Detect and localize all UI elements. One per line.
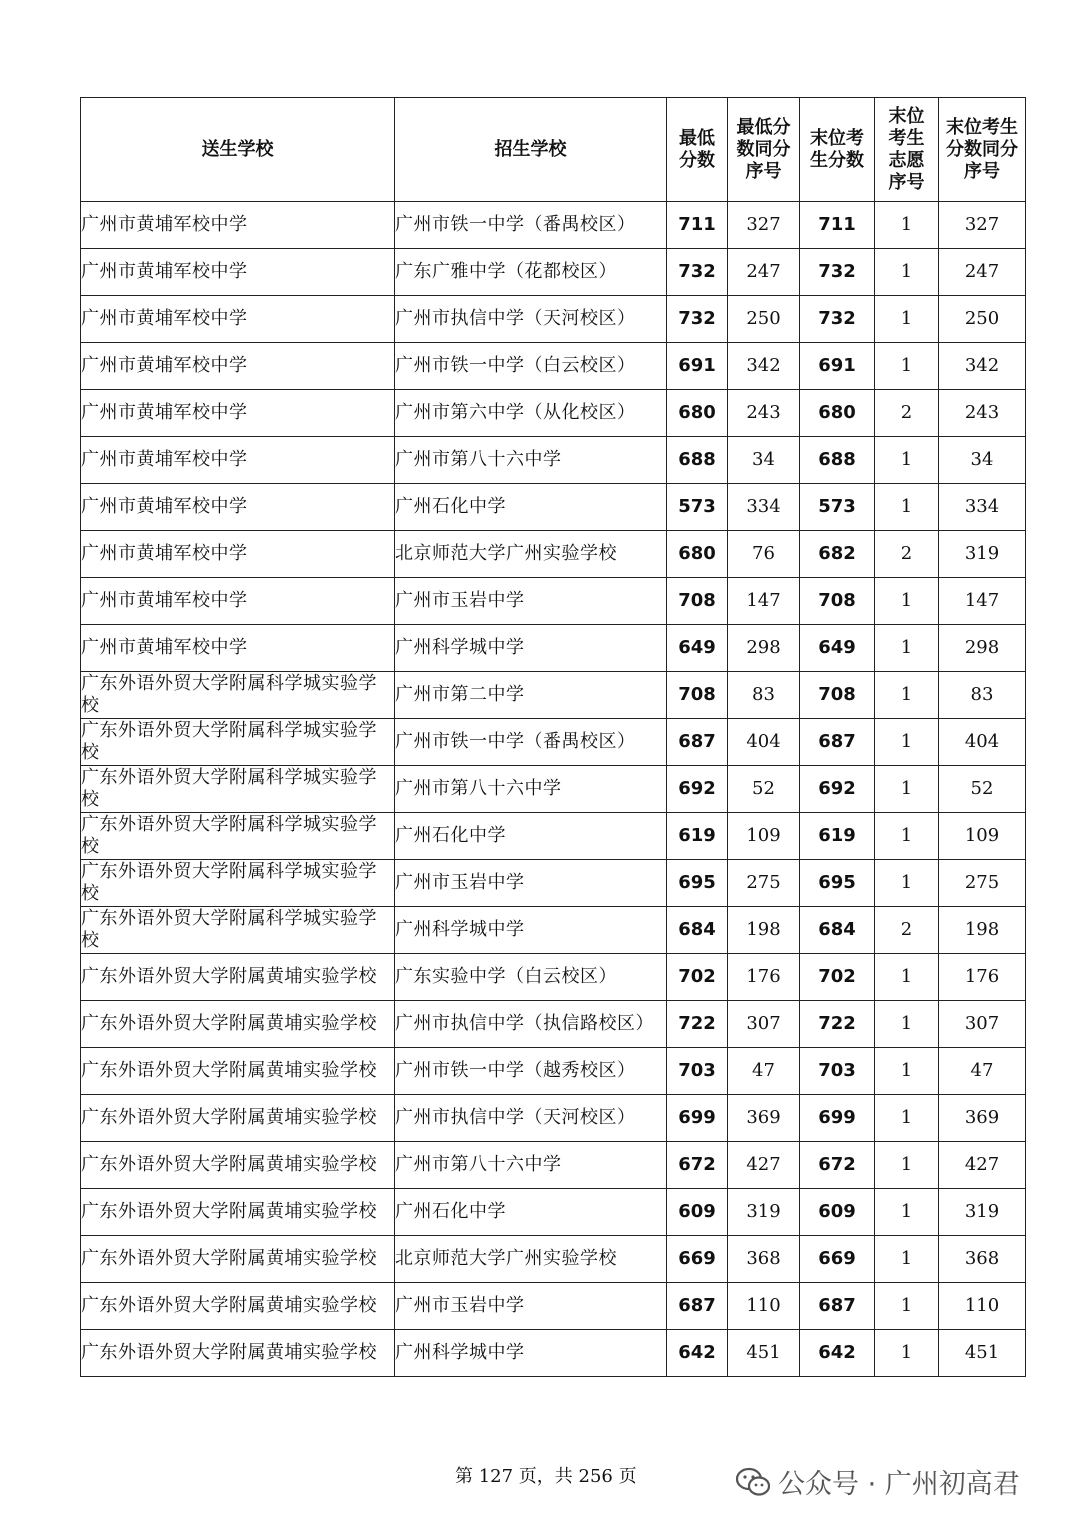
min-score-cell: 732	[667, 249, 728, 296]
watermark-label: 公众号 · 广州初高君	[778, 1469, 1020, 1500]
sending-school-cell: 广东外语外贸大学附属黄埔实验学校	[81, 1095, 395, 1142]
table-row	[81, 296, 1026, 343]
table-row	[81, 907, 1026, 954]
min-score-cell: 722	[667, 1001, 728, 1048]
last-candidate-choice-rank-cell: 1	[875, 437, 939, 484]
last-candidate-score-cell: 711	[800, 202, 875, 249]
sending-school-cell: 广州市黄埔军校中学	[81, 343, 395, 390]
last-candidate-score-cell: 691	[800, 343, 875, 390]
table-row	[81, 813, 1026, 860]
last-candidate-choice-rank-cell: 2	[875, 907, 939, 954]
admitting-school-cell: 广州市玉岩中学	[395, 578, 667, 625]
admitting-school-cell: 广州市执信中学（执信路校区）	[395, 1001, 667, 1048]
last-candidate-tie-rank-cell: 342	[939, 343, 1026, 390]
table-row	[81, 390, 1026, 437]
sending-school-cell: 广州市黄埔军校中学	[81, 437, 395, 484]
last-candidate-score-cell: 732	[800, 296, 875, 343]
min-score-cell: 691	[667, 343, 728, 390]
last-candidate-score-cell: 682	[800, 531, 875, 578]
last-candidate-score-cell: 669	[800, 1236, 875, 1283]
last-candidate-tie-rank-cell: 250	[939, 296, 1026, 343]
table-row	[81, 343, 1026, 390]
table-row	[81, 1142, 1026, 1189]
table-row	[81, 249, 1026, 296]
last-candidate-tie-rank-cell: 47	[939, 1048, 1026, 1095]
table-row	[81, 1236, 1026, 1283]
admitting-school-cell: 广州市玉岩中学	[395, 860, 667, 907]
admitting-school-cell: 广州科学城中学	[395, 1330, 667, 1377]
min-score-tie-rank-cell: 247	[728, 249, 800, 296]
sending-school-cell: 广州市黄埔军校中学	[81, 578, 395, 625]
last-candidate-choice-rank-cell: 1	[875, 1283, 939, 1330]
last-candidate-choice-rank-cell: 2	[875, 390, 939, 437]
table-row	[81, 625, 1026, 672]
last-candidate-choice-rank-cell: 1	[875, 484, 939, 531]
min-score-tie-rank-cell: 147	[728, 578, 800, 625]
last-candidate-tie-rank-cell: 34	[939, 437, 1026, 484]
admitting-school-cell: 广州石化中学	[395, 1189, 667, 1236]
min-score-cell: 711	[667, 202, 728, 249]
last-candidate-score-cell: 680	[800, 390, 875, 437]
last-candidate-score-cell: 573	[800, 484, 875, 531]
min-score-tie-rank-cell: 176	[728, 954, 800, 1001]
last-candidate-tie-rank-cell: 247	[939, 249, 1026, 296]
min-score-cell: 669	[667, 1236, 728, 1283]
admitting-school-cell: 广州市第八十六中学	[395, 766, 667, 813]
last-candidate-tie-rank-cell: 110	[939, 1283, 1026, 1330]
sending-school-cell: 广东外语外贸大学附属黄埔实验学校	[81, 1283, 395, 1330]
admitting-school-cell: 广州市第六中学（从化校区）	[395, 390, 667, 437]
last-candidate-tie-rank-cell: 198	[939, 907, 1026, 954]
min-score-tie-rank-cell: 76	[728, 531, 800, 578]
last-candidate-tie-rank-cell: 451	[939, 1330, 1026, 1377]
last-candidate-choice-rank-cell: 1	[875, 249, 939, 296]
header-last-candidate-choice-rank: 末位考生志愿序号	[875, 98, 939, 202]
admitting-school-cell: 广东实验中学（白云校区）	[395, 954, 667, 1001]
last-candidate-choice-rank-cell: 1	[875, 1236, 939, 1283]
min-score-cell: 703	[667, 1048, 728, 1095]
admitting-school-cell: 广州市玉岩中学	[395, 1283, 667, 1330]
last-candidate-choice-rank-cell: 1	[875, 1330, 939, 1377]
table-row	[81, 484, 1026, 531]
table-row	[81, 766, 1026, 813]
table-body	[81, 202, 1026, 1377]
admitting-school-cell: 广州科学城中学	[395, 907, 667, 954]
table-header-row	[81, 98, 1026, 202]
min-score-cell: 708	[667, 672, 728, 719]
last-candidate-score-cell: 692	[800, 766, 875, 813]
last-candidate-tie-rank-cell: 147	[939, 578, 1026, 625]
min-score-cell: 702	[667, 954, 728, 1001]
header-sending-school: 送生学校	[81, 98, 395, 202]
sending-school-cell: 广州市黄埔军校中学	[81, 249, 395, 296]
last-candidate-score-cell: 687	[800, 1283, 875, 1330]
min-score-tie-rank-cell: 83	[728, 672, 800, 719]
min-score-tie-rank-cell: 243	[728, 390, 800, 437]
last-candidate-tie-rank-cell: 298	[939, 625, 1026, 672]
last-candidate-tie-rank-cell: 427	[939, 1142, 1026, 1189]
last-candidate-choice-rank-cell: 1	[875, 1095, 939, 1142]
min-score-tie-rank-cell: 275	[728, 860, 800, 907]
last-candidate-choice-rank-cell: 1	[875, 766, 939, 813]
sending-school-cell: 广东外语外贸大学附属黄埔实验学校	[81, 1330, 395, 1377]
table-row	[81, 1001, 1026, 1048]
last-candidate-tie-rank-cell: 52	[939, 766, 1026, 813]
min-score-tie-rank-cell: 427	[728, 1142, 800, 1189]
last-candidate-tie-rank-cell: 327	[939, 202, 1026, 249]
admitting-school-cell: 广州市铁一中学（越秀校区）	[395, 1048, 667, 1095]
min-score-cell: 672	[667, 1142, 728, 1189]
last-candidate-tie-rank-cell: 369	[939, 1095, 1026, 1142]
min-score-cell: 680	[667, 531, 728, 578]
last-candidate-choice-rank-cell: 1	[875, 954, 939, 1001]
last-candidate-score-cell: 619	[800, 813, 875, 860]
header-min-score-tie-rank: 最低分数同分序号	[728, 98, 800, 202]
last-candidate-tie-rank-cell: 307	[939, 1001, 1026, 1048]
last-candidate-choice-rank-cell: 1	[875, 1048, 939, 1095]
min-score-tie-rank-cell: 250	[728, 296, 800, 343]
wechat-icon	[736, 1467, 770, 1497]
sending-school-cell: 广东外语外贸大学附属黄埔实验学校	[81, 1189, 395, 1236]
header-last-candidate-tie-rank: 末位考生分数同分序号	[939, 98, 1026, 202]
table-row	[81, 531, 1026, 578]
admitting-school-cell: 广州市第二中学	[395, 672, 667, 719]
last-candidate-choice-rank-cell: 1	[875, 202, 939, 249]
min-score-tie-rank-cell: 52	[728, 766, 800, 813]
min-score-cell: 687	[667, 1283, 728, 1330]
sending-school-cell: 广州市黄埔军校中学	[81, 531, 395, 578]
last-candidate-choice-rank-cell: 1	[875, 719, 939, 766]
min-score-tie-rank-cell: 110	[728, 1283, 800, 1330]
min-score-cell: 642	[667, 1330, 728, 1377]
sending-school-cell: 广州市黄埔军校中学	[81, 390, 395, 437]
last-candidate-choice-rank-cell: 1	[875, 343, 939, 390]
min-score-tie-rank-cell: 298	[728, 625, 800, 672]
last-candidate-score-cell: 722	[800, 1001, 875, 1048]
table-row	[81, 672, 1026, 719]
last-candidate-choice-rank-cell: 1	[875, 296, 939, 343]
header-admitting-school: 招生学校	[395, 98, 667, 202]
min-score-cell: 573	[667, 484, 728, 531]
min-score-cell: 619	[667, 813, 728, 860]
last-candidate-score-cell: 687	[800, 719, 875, 766]
min-score-tie-rank-cell: 307	[728, 1001, 800, 1048]
min-score-cell: 692	[667, 766, 728, 813]
last-candidate-score-cell: 649	[800, 625, 875, 672]
min-score-tie-rank-cell: 368	[728, 1236, 800, 1283]
last-candidate-tie-rank-cell: 334	[939, 484, 1026, 531]
last-candidate-tie-rank-cell: 83	[939, 672, 1026, 719]
sending-school-cell: 广东外语外贸大学附属科学城实验学校	[81, 907, 395, 954]
min-score-tie-rank-cell: 34	[728, 437, 800, 484]
admitting-school-cell: 广州市执信中学（天河校区）	[395, 296, 667, 343]
admitting-school-cell: 广州石化中学	[395, 813, 667, 860]
last-candidate-tie-rank-cell: 275	[939, 860, 1026, 907]
table-row	[81, 1095, 1026, 1142]
min-score-cell: 649	[667, 625, 728, 672]
table-row	[81, 954, 1026, 1001]
table-row	[81, 1330, 1026, 1377]
admitting-school-cell: 广州科学城中学	[395, 625, 667, 672]
page-number: 第 127 页，共 256 页	[455, 1466, 637, 1487]
min-score-tie-rank-cell: 369	[728, 1095, 800, 1142]
last-candidate-score-cell: 609	[800, 1189, 875, 1236]
sending-school-cell: 广州市黄埔军校中学	[81, 625, 395, 672]
min-score-tie-rank-cell: 109	[728, 813, 800, 860]
last-candidate-choice-rank-cell: 1	[875, 672, 939, 719]
table-row	[81, 578, 1026, 625]
min-score-cell: 708	[667, 578, 728, 625]
min-score-cell: 695	[667, 860, 728, 907]
sending-school-cell: 广东外语外贸大学附属科学城实验学校	[81, 813, 395, 860]
min-score-tie-rank-cell: 451	[728, 1330, 800, 1377]
admitting-school-cell: 北京师范大学广州实验学校	[395, 1236, 667, 1283]
sending-school-cell: 广东外语外贸大学附属科学城实验学校	[81, 672, 395, 719]
admitting-school-cell: 广州市铁一中学（番禺校区）	[395, 719, 667, 766]
table-row	[81, 202, 1026, 249]
admitting-school-cell: 广州市铁一中学（白云校区）	[395, 343, 667, 390]
watermark	[736, 1462, 1020, 1501]
last-candidate-score-cell: 732	[800, 249, 875, 296]
last-candidate-score-cell: 688	[800, 437, 875, 484]
last-candidate-choice-rank-cell: 1	[875, 860, 939, 907]
sending-school-cell: 广东外语外贸大学附属黄埔实验学校	[81, 1236, 395, 1283]
sending-school-cell: 广州市黄埔军校中学	[81, 202, 395, 249]
last-candidate-tie-rank-cell: 319	[939, 1189, 1026, 1236]
sending-school-cell: 广东外语外贸大学附属科学城实验学校	[81, 766, 395, 813]
admitting-school-cell: 广州市铁一中学（番禺校区）	[395, 202, 667, 249]
admitting-school-cell: 广州市执信中学（天河校区）	[395, 1095, 667, 1142]
last-candidate-tie-rank-cell: 319	[939, 531, 1026, 578]
last-candidate-tie-rank-cell: 176	[939, 954, 1026, 1001]
header-min-score: 最低分数	[667, 98, 728, 202]
min-score-cell: 684	[667, 907, 728, 954]
sending-school-cell: 广东外语外贸大学附属黄埔实验学校	[81, 954, 395, 1001]
last-candidate-score-cell: 708	[800, 578, 875, 625]
min-score-cell: 609	[667, 1189, 728, 1236]
min-score-cell: 688	[667, 437, 728, 484]
last-candidate-choice-rank-cell: 1	[875, 1001, 939, 1048]
table-row	[81, 860, 1026, 907]
sending-school-cell: 广东外语外贸大学附属黄埔实验学校	[81, 1142, 395, 1189]
last-candidate-choice-rank-cell: 1	[875, 578, 939, 625]
last-candidate-choice-rank-cell: 1	[875, 625, 939, 672]
last-candidate-choice-rank-cell: 1	[875, 1189, 939, 1236]
sending-school-cell: 广东外语外贸大学附属黄埔实验学校	[81, 1001, 395, 1048]
header-last-candidate-score: 末位考生分数	[800, 98, 875, 202]
min-score-cell: 732	[667, 296, 728, 343]
table-row	[81, 437, 1026, 484]
last-candidate-choice-rank-cell: 1	[875, 1142, 939, 1189]
last-candidate-tie-rank-cell: 368	[939, 1236, 1026, 1283]
last-candidate-score-cell: 699	[800, 1095, 875, 1142]
last-candidate-tie-rank-cell: 243	[939, 390, 1026, 437]
last-candidate-score-cell: 703	[800, 1048, 875, 1095]
table-row	[81, 1048, 1026, 1095]
last-candidate-choice-rank-cell: 2	[875, 531, 939, 578]
admissions-table	[80, 97, 1026, 1377]
last-candidate-choice-rank-cell: 1	[875, 813, 939, 860]
last-candidate-score-cell: 708	[800, 672, 875, 719]
admitting-school-cell: 北京师范大学广州实验学校	[395, 531, 667, 578]
admitting-school-cell: 广州石化中学	[395, 484, 667, 531]
sending-school-cell: 广州市黄埔军校中学	[81, 484, 395, 531]
min-score-tie-rank-cell: 334	[728, 484, 800, 531]
admitting-school-cell: 广州市第八十六中学	[395, 437, 667, 484]
last-candidate-score-cell: 684	[800, 907, 875, 954]
sending-school-cell: 广东外语外贸大学附属黄埔实验学校	[81, 1048, 395, 1095]
min-score-tie-rank-cell: 198	[728, 907, 800, 954]
last-candidate-score-cell: 672	[800, 1142, 875, 1189]
table-row	[81, 719, 1026, 766]
min-score-cell: 680	[667, 390, 728, 437]
min-score-cell: 699	[667, 1095, 728, 1142]
min-score-tie-rank-cell: 327	[728, 202, 800, 249]
min-score-cell: 687	[667, 719, 728, 766]
last-candidate-score-cell: 695	[800, 860, 875, 907]
last-candidate-score-cell: 642	[800, 1330, 875, 1377]
admitting-school-cell: 广州市第八十六中学	[395, 1142, 667, 1189]
sending-school-cell: 广东外语外贸大学附属科学城实验学校	[81, 860, 395, 907]
table-row	[81, 1283, 1026, 1330]
min-score-tie-rank-cell: 319	[728, 1189, 800, 1236]
min-score-tie-rank-cell: 47	[728, 1048, 800, 1095]
last-candidate-tie-rank-cell: 404	[939, 719, 1026, 766]
table-row	[81, 1189, 1026, 1236]
sending-school-cell: 广州市黄埔军校中学	[81, 296, 395, 343]
min-score-tie-rank-cell: 342	[728, 343, 800, 390]
last-candidate-tie-rank-cell: 109	[939, 813, 1026, 860]
min-score-tie-rank-cell: 404	[728, 719, 800, 766]
sending-school-cell: 广东外语外贸大学附属科学城实验学校	[81, 719, 395, 766]
last-candidate-score-cell: 702	[800, 954, 875, 1001]
admitting-school-cell: 广东广雅中学（花都校区）	[395, 249, 667, 296]
